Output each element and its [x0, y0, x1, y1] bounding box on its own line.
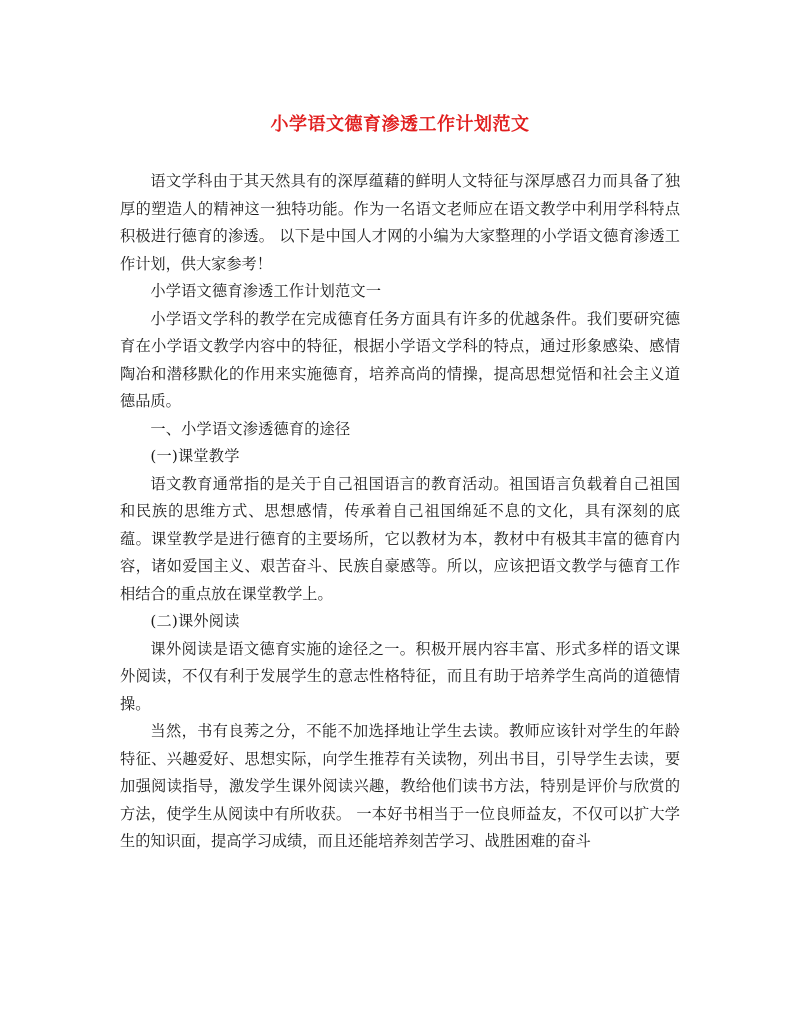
paragraph-intro: 语文学科由于其天然具有的深厚蕴藉的鲜明人文特征与深厚感召力而具备了独厚的塑造人的精神这一独特功能。作为一名语文老师应在语文教学中利用学科特点积极进行德育的渗透。 以下是中国人才网的小编为大家整理的小学语文德育渗透工作计划，供大家参考！ — [120, 172, 680, 273]
paragraph-book-selection: 当然，书有良莠之分，不能不加选择地让学生去读。教师应该针对学生的年龄特征、兴趣爱好、思想实际，向学生推荐有关读物，列出书目，引导学生去读，要加强阅读指导，激发学生课外阅读兴趣，教给他们读书方法，特别是评价与欣赏的方法，使学生从阅读中有所收获。 一本好书相当于一位良师益友，不仅可以扩大学生的知识面，提高学习成绩，而且还能培养刻苦学习、战胜困难的奋斗 — [120, 722, 680, 850]
document-title: 小学语文德育渗透工作计划范文 — [270, 114, 530, 135]
paragraph-classroom-teaching: 语文教育通常指的是关于自己祖国语言的教育活动。祖国语言负载着自己祖国和民族的思维方式、思想感情，传承着自己祖国绵延不息的文化，具有深刻的底蕴。课堂教学是进行德育的主要场所，它以教材为本，教材中有极其丰富的德育内容，诸如爱国主义、艰苦奋斗、民族自豪感等。所以，应该把语文教学与德育工作相结合的重点放在课堂教学上。 — [120, 474, 680, 603]
subheading-classroom-teaching: (一)课堂教学 — [150, 447, 240, 465]
section-heading-approaches: 一、小学语文渗透德育的途径 — [150, 419, 351, 438]
section-heading-sample-one: 小学语文德育渗透工作计划范文一 — [150, 282, 382, 300]
paragraph-overview: 小学语文学科的教学在完成德育任务方面具有许多的优越条件。我们要研究德育在小学语文教学内容中的特征，根据小学语文学科的特点，通过形象感染、感情陶冶和潜移默化的作用来实施德育，培养高尚的情操，提高思想觉悟和社会主义道德品质。 — [120, 309, 680, 410]
paragraph-extracurricular-reading: 课外阅读是语文德育实施的途径之一。积极开展内容丰富、形式多样的语文课外阅读，不仅有利于发展学生的意志性格特征，而且有助于培养学生高尚的道德情操。 — [120, 639, 680, 713]
subheading-extracurricular-reading: (二)课外阅读 — [150, 612, 240, 630]
document-body — [120, 168, 680, 856]
